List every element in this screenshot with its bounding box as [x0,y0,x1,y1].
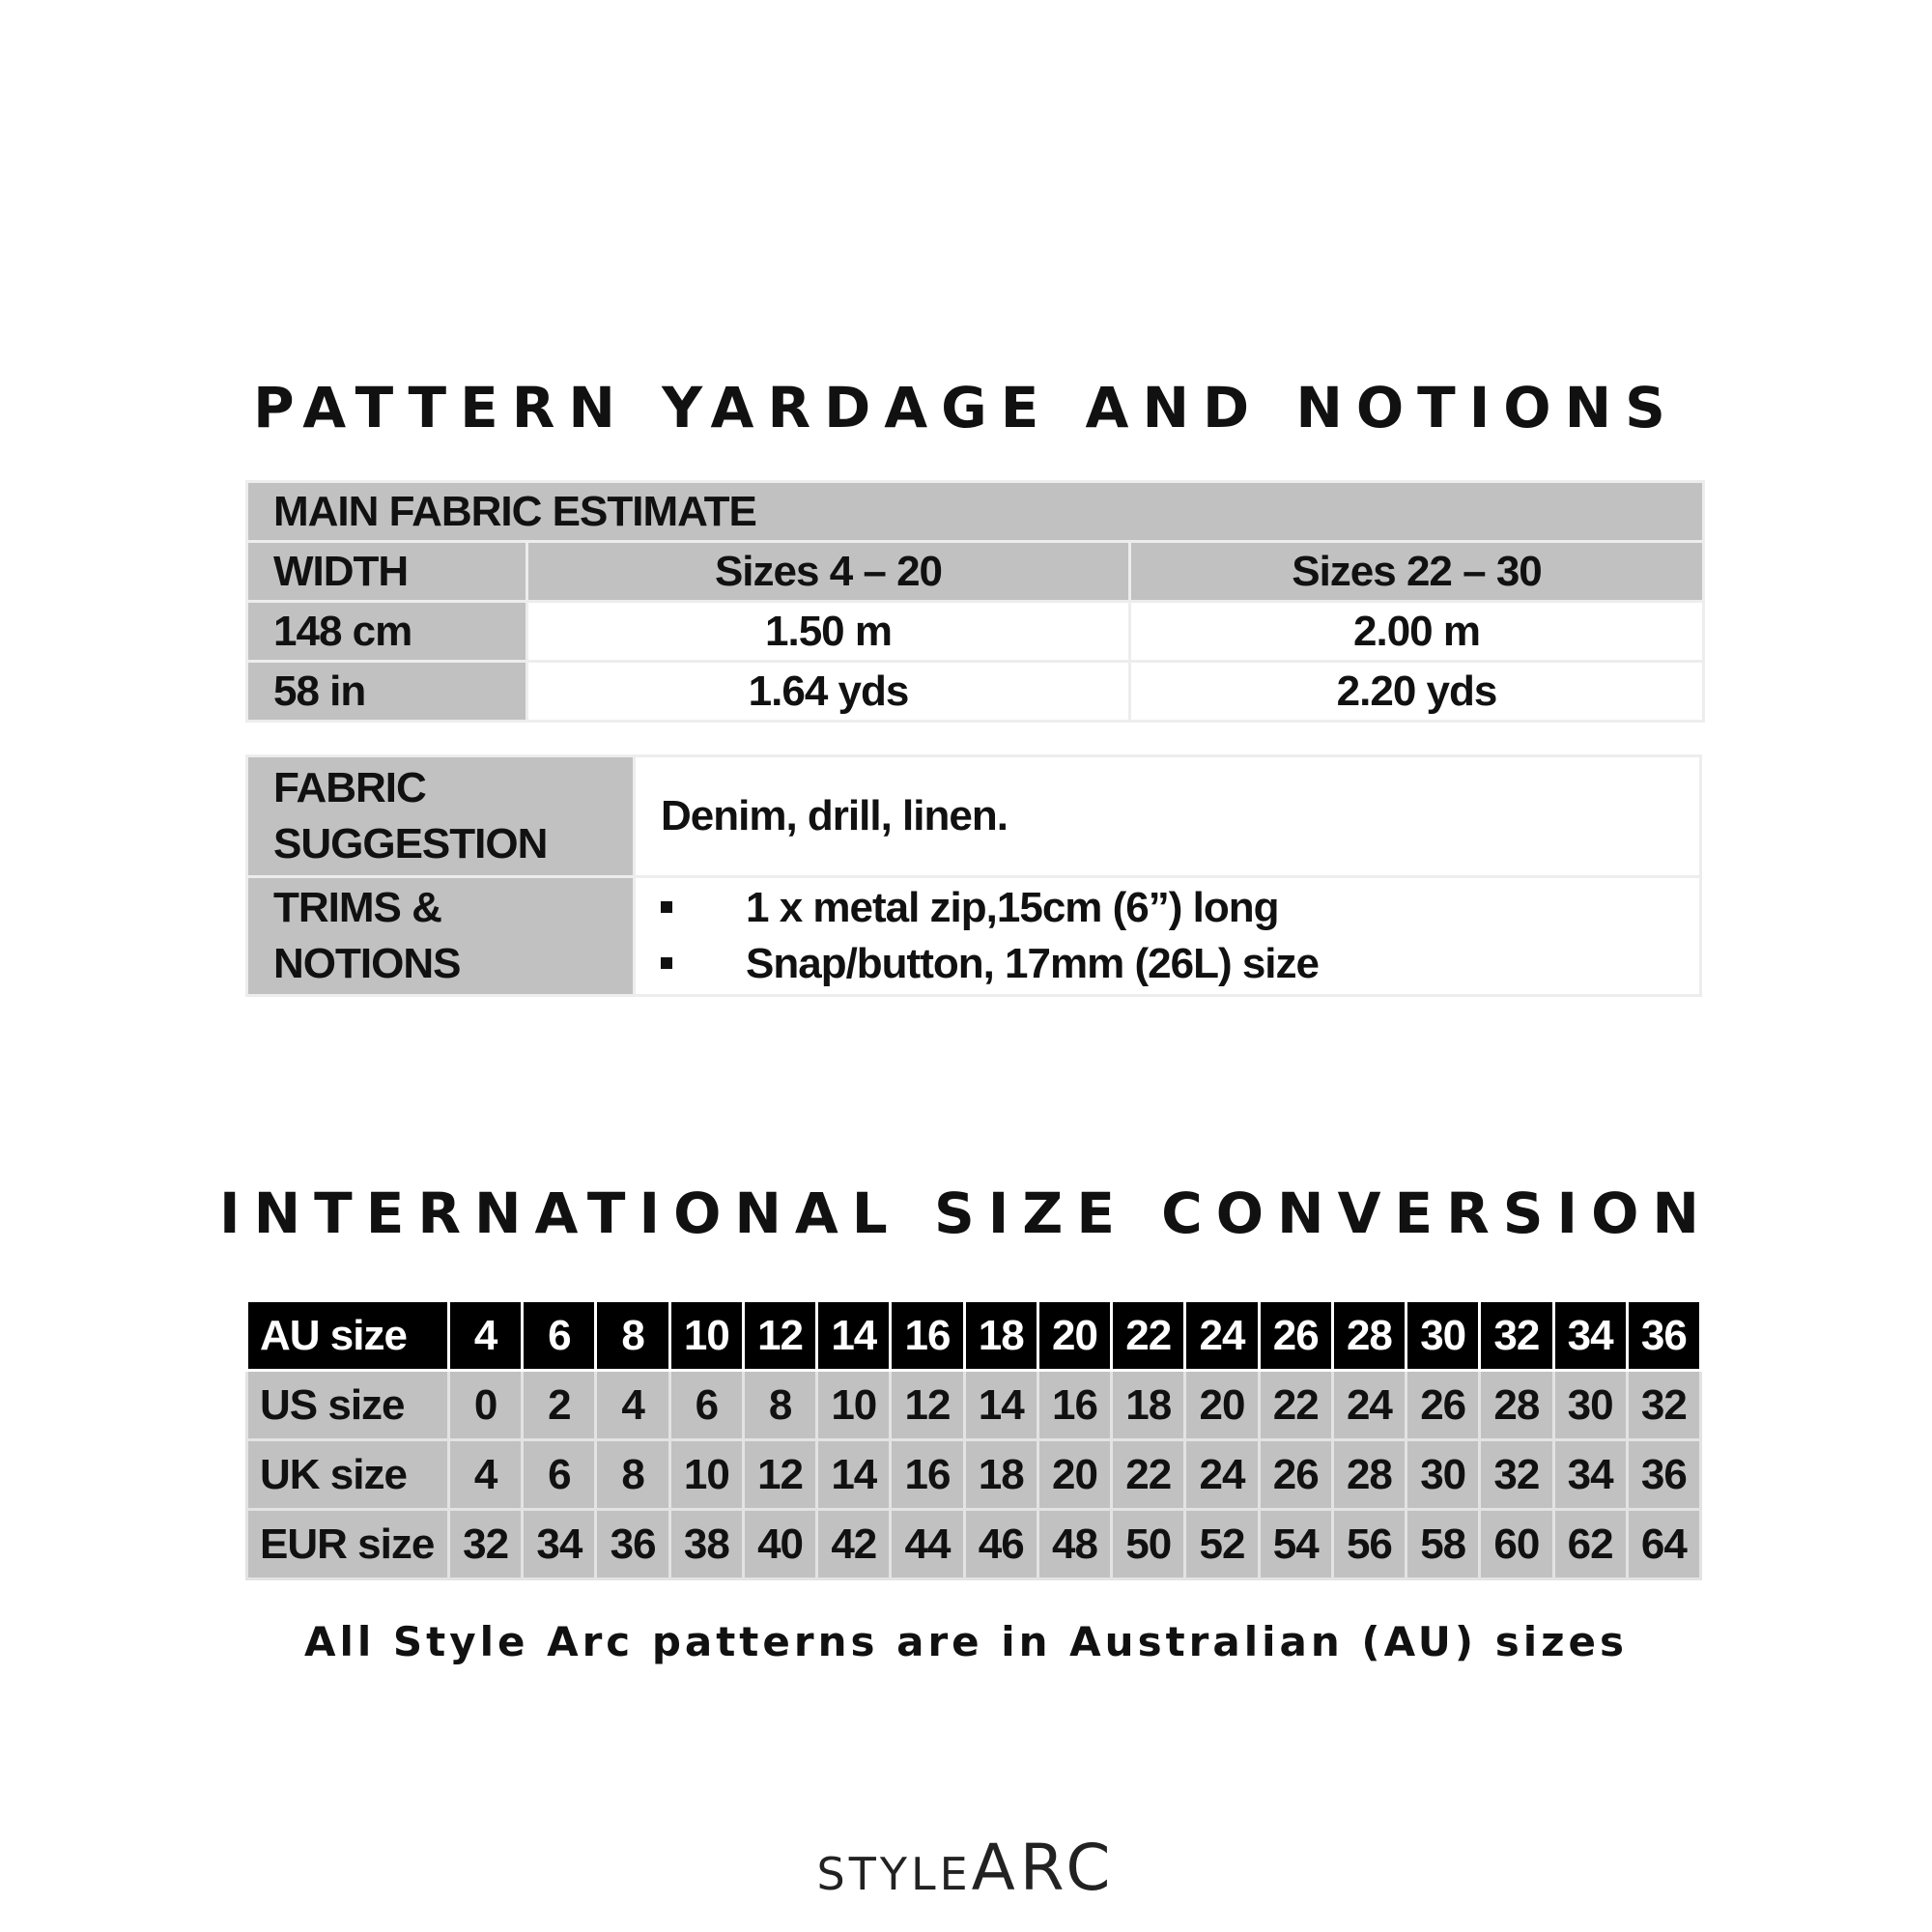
size-cell: 10 [669,1301,743,1371]
size-cell: 24 [1332,1371,1406,1440]
size-cell: 36 [596,1510,669,1579]
size-cell: 62 [1553,1510,1627,1579]
size-cell: 18 [1112,1371,1185,1440]
trims-label-line: TRIMS & [273,884,441,931]
size-cell: 14 [817,1440,891,1510]
fabric-suggestion-value: Denim, drill, linen. [635,756,1701,877]
size-cell: 16 [891,1301,964,1371]
size-cell: 32 [449,1510,523,1579]
size-row-label: AU size [247,1301,449,1371]
table-row [247,1440,1701,1510]
size-cell: 8 [743,1371,816,1440]
size-header-row [247,1301,1701,1371]
size-cell: 6 [523,1301,596,1371]
size-cell: 54 [1259,1510,1332,1579]
size-cell: 18 [964,1301,1037,1371]
table-row [247,877,1701,996]
size-cell: 30 [1406,1440,1480,1510]
au-sizes-note: All Style Arc patterns are in Australian (AU) sizes [303,1618,1629,1665]
size-cell: 56 [1332,1510,1406,1579]
size-conversion-title: INTERNATIONAL SIZE CONVERSION [219,1180,1713,1246]
bullet-square-icon [661,957,672,969]
value-cell: 2.20 yds [1130,662,1704,722]
logo-arc-text: ARC [971,1831,1116,1905]
size-cell: 26 [1259,1440,1332,1510]
size-cell: 22 [1112,1440,1185,1510]
yardage-column-row [247,542,1704,602]
size-cell: 8 [596,1440,669,1510]
size-cell: 44 [891,1510,964,1579]
size-cell: 24 [1185,1440,1259,1510]
table-row [247,602,1704,662]
size-cell: 40 [743,1510,816,1579]
size-cell: 42 [817,1510,891,1579]
size-cell: 6 [523,1440,596,1510]
size-cell: 20 [1037,1440,1111,1510]
bullet-square-icon [661,901,672,913]
size-cell: 34 [1553,1301,1627,1371]
sizes-22-30-header: Sizes 22 – 30 [1130,542,1704,602]
size-cell: 22 [1259,1371,1332,1440]
table-row [247,756,1701,877]
size-cell: 10 [669,1440,743,1510]
fabric-label-line: FABRIC [273,764,426,811]
size-cell: 48 [1037,1510,1111,1579]
size-cell: 12 [891,1371,964,1440]
notions-label-line: NOTIONS [273,940,461,987]
size-cell: 8 [596,1301,669,1371]
size-row-label: UK size [247,1440,449,1510]
table-row [247,1371,1701,1440]
size-cell: 20 [1185,1371,1259,1440]
yardage-table [245,480,1705,723]
size-cell: 64 [1627,1510,1700,1579]
list-item [661,880,1699,936]
size-cell: 24 [1185,1301,1259,1371]
size-cell: 14 [817,1301,891,1371]
size-cell: 14 [964,1371,1037,1440]
suggestion-label-line: SUGGESTION [273,820,548,867]
size-cell: 26 [1406,1371,1480,1440]
value-cell: 2.00 m [1130,602,1704,662]
size-cell: 10 [817,1371,891,1440]
yardage-header-row [247,482,1704,542]
size-cell: 32 [1480,1440,1553,1510]
trim-text: Snap/button, 17mm (26L) size [746,940,1319,987]
size-cell: 26 [1259,1301,1332,1371]
size-cell: 34 [523,1510,596,1579]
style-arc-logo [0,1831,1932,1905]
value-cell: 1.64 yds [527,662,1130,722]
logo-style-text: STYLE [816,1848,972,1900]
sizes-4-20-header: Sizes 4 – 20 [527,542,1130,602]
table-row [247,1510,1701,1579]
size-cell: 32 [1480,1301,1553,1371]
table-row [247,662,1704,722]
trims-notions-label [247,877,635,996]
size-cell: 38 [669,1510,743,1579]
size-cell: 30 [1406,1301,1480,1371]
yardage-title: PATTERN YARDAGE AND NOTIONS [253,375,1679,440]
size-cell: 60 [1480,1510,1553,1579]
size-cell: 4 [596,1371,669,1440]
size-cell: 12 [743,1440,816,1510]
size-cell: 36 [1627,1440,1700,1510]
size-cell: 16 [1037,1371,1111,1440]
size-cell: 28 [1480,1371,1553,1440]
fabric-suggestion-table [245,754,1702,997]
size-cell: 36 [1627,1301,1700,1371]
list-item [661,936,1699,992]
size-cell: 22 [1112,1301,1185,1371]
trims-list [661,880,1699,992]
width-cell: 58 in [247,662,527,722]
size-cell: 6 [669,1371,743,1440]
size-row-label: EUR size [247,1510,449,1579]
size-cell: 46 [964,1510,1037,1579]
trim-text: 1 x metal zip,15cm (6”) long [746,884,1279,931]
size-cell: 30 [1553,1371,1627,1440]
size-cell: 4 [449,1301,523,1371]
size-cell: 18 [964,1440,1037,1510]
size-cell: 4 [449,1440,523,1510]
size-cell: 2 [523,1371,596,1440]
trims-notions-value [635,877,1701,996]
size-cell: 50 [1112,1510,1185,1579]
fabric-suggestion-label [247,756,635,877]
size-conversion-table [245,1299,1702,1580]
width-cell: 148 cm [247,602,527,662]
size-cell: 52 [1185,1510,1259,1579]
size-cell: 58 [1406,1510,1480,1579]
size-cell: 34 [1553,1440,1627,1510]
size-cell: 12 [743,1301,816,1371]
main-fabric-estimate-header: MAIN FABRIC ESTIMATE [247,482,1704,542]
size-cell: 0 [449,1371,523,1440]
size-cell: 28 [1332,1301,1406,1371]
size-row-label: US size [247,1371,449,1440]
value-cell: 1.50 m [527,602,1130,662]
width-header: WIDTH [247,542,527,602]
size-cell: 20 [1037,1301,1111,1371]
size-cell: 16 [891,1440,964,1510]
size-cell: 28 [1332,1440,1406,1510]
size-cell: 32 [1627,1371,1700,1440]
